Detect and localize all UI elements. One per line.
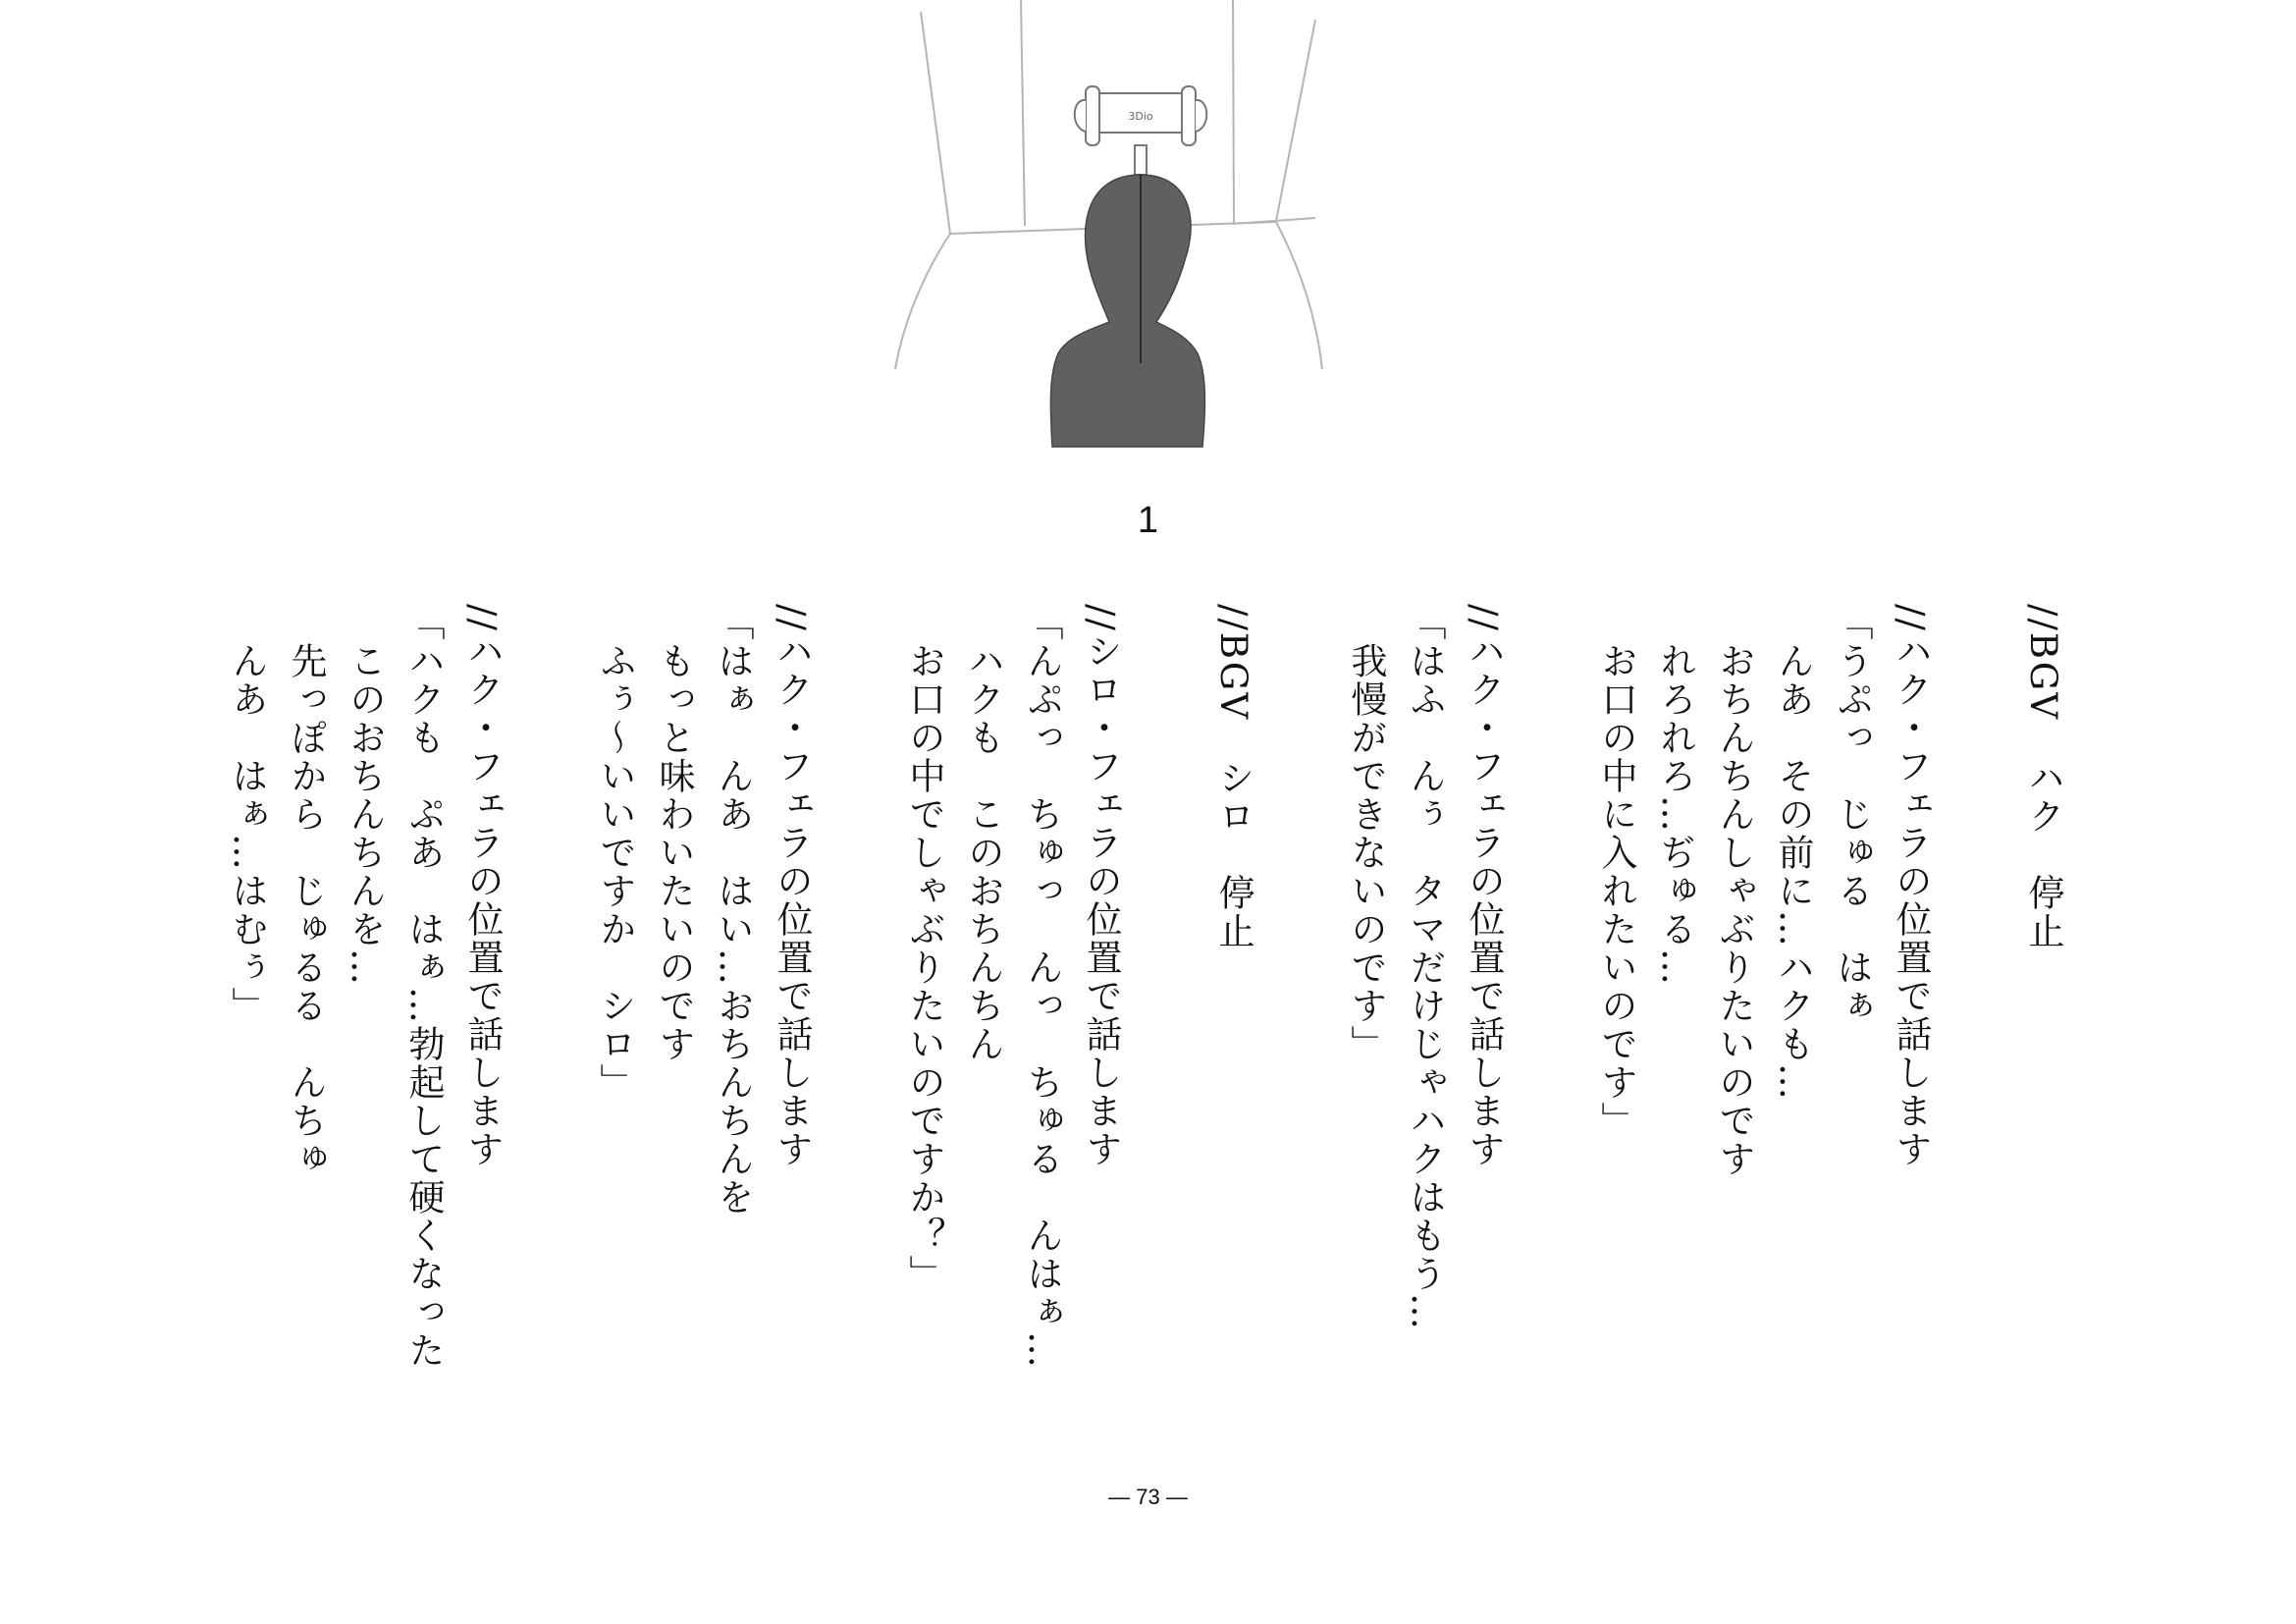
script-dialogue-line: このおちんちんを… <box>344 604 386 987</box>
script-cue-line: //ハク・フェラの位置で話します <box>1890 604 1932 1168</box>
script-cue-line: //シロ・フェラの位置で話します <box>1080 604 1122 1168</box>
block-gap <box>1130 604 1203 1291</box>
script-dialogue-line: れろれろ…ぢゅる… <box>1654 604 1696 987</box>
script-dialogue-line: ハクも このおちんちん <box>962 604 1004 1063</box>
script-dialogue-line: 我慢ができないのです」 <box>1345 604 1387 1063</box>
block-gap <box>821 604 894 1291</box>
block-gap <box>1513 604 1586 1291</box>
script-dialogue-line: おちんちんしゃぶりたいのです <box>1713 604 1755 1178</box>
script-dialogue-line: 「はぁ んあ はい…おちんちんを <box>712 604 754 1217</box>
script-dialogue-line: 「んぷっ ちゅっ んっ ちゅる んはぁ… <box>1021 604 1063 1370</box>
script-cue-line: //BGV ハク 停止 <box>2022 604 2064 951</box>
block-gap <box>1262 604 1336 1291</box>
script-dialogue-line: もっと味わいたいのです <box>653 604 695 1063</box>
script-dialogue-line: お口の中に入れたいのです」 <box>1595 604 1637 1140</box>
block-gap <box>511 604 585 1291</box>
script-cue-line: //ハク・フェラの位置で話します <box>461 604 504 1168</box>
mic-label: 3Dio <box>1128 110 1153 123</box>
script-cue-line: //ハク・フェラの位置で話します <box>1463 604 1505 1168</box>
script-dialogue-line: 「うぷっ じゅる はぁ <box>1831 604 1873 1025</box>
script-text <box>217 604 2072 1370</box>
script-cue-line: //BGV シロ 停止 <box>1212 604 1255 951</box>
script-dialogue-line: お口の中でしゃぶりたいのですか？」 <box>903 604 945 1293</box>
script-dialogue-line: 「ハクも ぷあ はぁ…勃起して硬くなった <box>402 604 445 1370</box>
script-dialogue-line: 「はふ んぅ タマだけじゃハクはもう… <box>1404 604 1446 1331</box>
block-gap <box>1940 604 2013 1291</box>
script-dialogue-line: ふぅ～いいですか シロ」 <box>594 604 636 1102</box>
script-dialogue-line: んあ その前に…ハクも… <box>1772 604 1814 1102</box>
page-number: ― 73 ― <box>1108 1485 1188 1509</box>
silhouette <box>1050 175 1204 447</box>
binaural-mic-illustration <box>883 0 1374 461</box>
mic-head-icon <box>1075 86 1207 175</box>
script-cue-line: //ハク・フェラの位置で話します <box>771 604 813 1168</box>
script-dialogue-line: んあ はぁ…はむぅ」 <box>226 604 268 1025</box>
scene-number: 1 <box>1137 500 1159 541</box>
script-dialogue-line: 先っぽから じゅるる んちゅ <box>285 604 327 1178</box>
